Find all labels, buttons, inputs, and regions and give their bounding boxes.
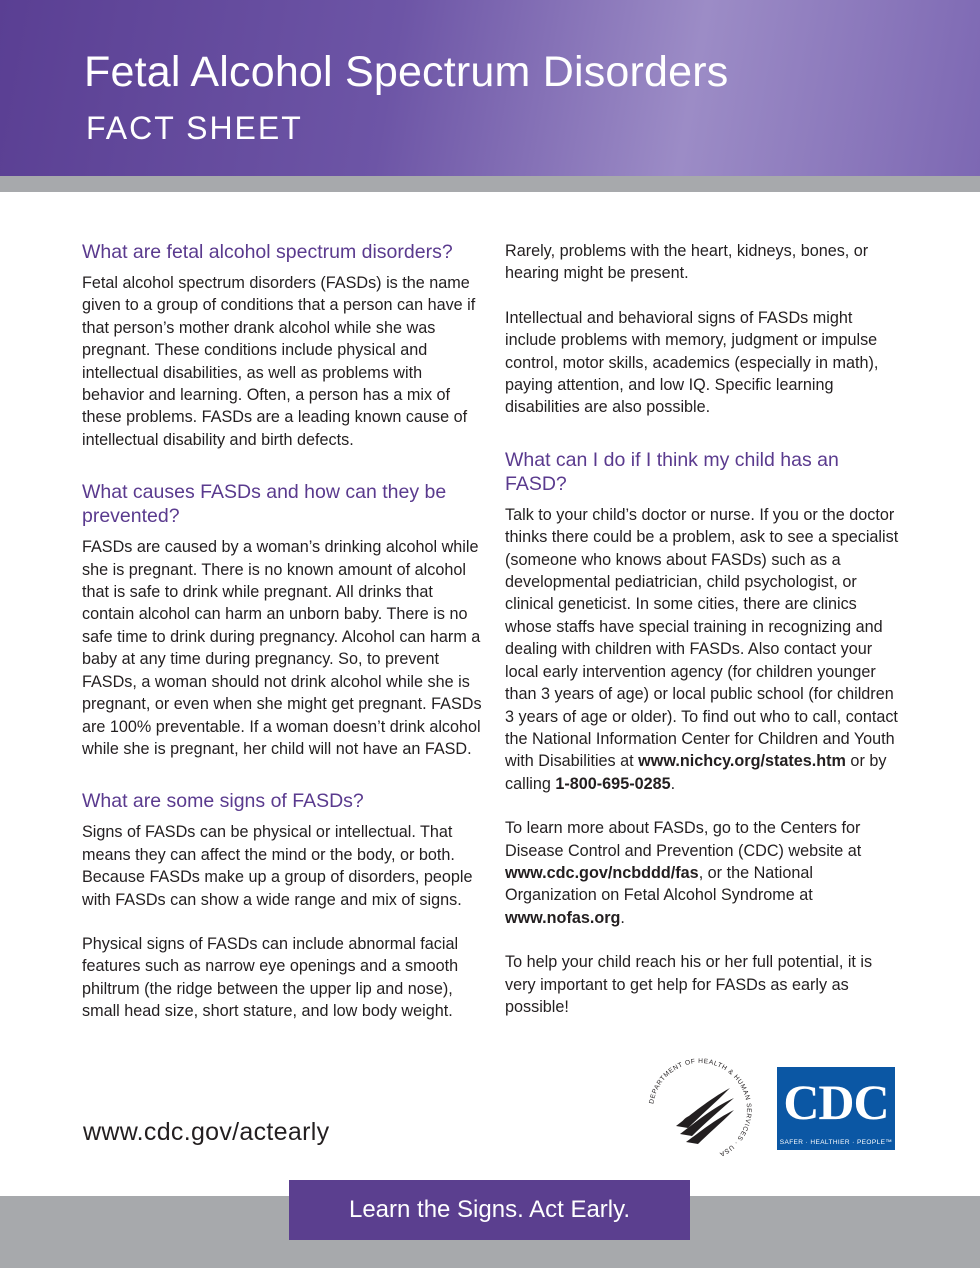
cdc-logo xyxy=(777,1067,895,1150)
footer-tagline: Learn the Signs. Act Early. xyxy=(348,1196,631,1223)
learn-more-text-end: . xyxy=(620,908,625,927)
paragraph-what-can-i-do xyxy=(505,504,900,795)
learn-more-text: To learn more about FASDs, go to the Centers for Disease Control and Prevention (CDC) website at xyxy=(505,819,862,860)
page-title: Fetal Alcohol Spectrum Disorders xyxy=(84,48,729,96)
learn-more-text-mid: , or the National Organization on Fetal Alcohol Syndrome at xyxy=(505,863,813,905)
paragraph-help-early: To help your child reach his or her full potential, it is very important to get help for FASDs as early as possible! xyxy=(505,953,873,1016)
paragraph-what-are-fasds: Fetal alcohol spectrum disorders (FASDs) is the name given to a group of conditions that a person can have if that person’s mother drank alcohol while she was pregnant. These conditions include physical and intellectual disabilities, as well as problems with behavior and learning. Often, a person has a mix of these problems. FASDs are a leading known cause of intellectual disability and birth defects. xyxy=(82,274,476,449)
what-can-i-do-text-mid: or by calling xyxy=(505,752,887,793)
page-subtitle: FACT SHEET xyxy=(86,110,303,146)
right-column xyxy=(505,240,900,1018)
header-banner xyxy=(0,0,980,176)
what-can-i-do-text-end: . xyxy=(670,774,676,793)
nichcy-link[interactable]: www.nichcy.org/states.htm xyxy=(638,752,846,771)
cdc-fas-link[interactable]: www.cdc.gov/ncbddd/fas xyxy=(505,863,699,882)
paragraph-intellectual-signs: Intellectual and behavioral signs of FASDs might include problems with memory, judgment or impulse control, motor skills, academics (especially in math), paying attention, and low IQ. Specific learning disabilities are also possible. xyxy=(505,308,879,417)
hhs-seal-text: DEPARTMENT OF HEALTH & HUMAN SERVICES · USA xyxy=(648,1057,753,1158)
heading-causes-prevention: What causes FASDs and how can they be prevented? xyxy=(82,481,447,528)
what-can-i-do-text: Talk to your child’s doctor or nurse. If you or the doctor thinks there could be a problem, ask to see a specialist (someone who knows about FASDs) such as a developmental pediatrician, child psychologist, or clinical geneticist. In some cities, there are clinics whose staffs have special training in recognizing and dealing with children with FASDs. Also contact your local early intervention agency (for children younger than 3 years of age) or local public school (for children 3 years of age or older). To find out who to call, contact the National Information Center for Children and Youth with Disabilities at xyxy=(505,505,899,771)
paragraph-learn-more xyxy=(505,817,900,929)
heading-signs: What are some signs of FASDs? xyxy=(82,790,364,813)
footer-tagline-band xyxy=(289,1180,690,1240)
heading-what-are-fasds: What are fetal alcohol spectrum disorders? xyxy=(82,241,453,263)
hhs-seal-icon xyxy=(642,1052,758,1168)
eagle-profiles-icon xyxy=(676,1088,734,1144)
cdc-logo-letters: CDC xyxy=(783,1074,889,1130)
paragraph-rare-problems: Rarely, problems with the heart, kidneys, bones, or hearing might be present. xyxy=(505,242,869,283)
left-column xyxy=(82,240,482,1023)
phone-number[interactable]: 1-800-695-0285 xyxy=(555,774,671,793)
header-divider xyxy=(0,176,980,192)
heading-what-can-i-do: What can I do if I think my child has an FASD? xyxy=(505,448,839,495)
act-early-url[interactable]: www.cdc.gov/actearly xyxy=(83,1118,330,1146)
nofas-link[interactable]: www.nofas.org xyxy=(505,908,621,927)
paragraph-causes-prevention: FASDs are caused by a woman’s drinking alcohol while she is pregnant. There is no known amount of alcohol that is safe to drink while pregnant. All drinks that contain alcohol can harm an unborn baby. There is no safe time to drink during pregnancy. Alcohol can harm a baby at any time during pregnancy. So, to prevent FASDs, a woman should not drink alcohol while she is pregnant, or even when she might get pregnant. FASDs are 100% preventable. If a woman doesn’t drink alcohol while she is pregnant, her child will not have an FASD. xyxy=(82,538,482,758)
paragraph-physical-signs: Physical signs of FASDs can include abnormal facial features such as narrow eye openings and a smooth philtrum (the ridge between the upper lip and nose), small head size, short stature, and low body weight. xyxy=(82,934,459,1021)
cdc-logo-tagline: SAFER · HEALTHIER · PEOPLE™ xyxy=(779,1139,893,1146)
paragraph-signs-overview: Signs of FASDs can be physical or intellectual. That means they can affect the mind or the body, or both. Because FASDs make up a group of disorders, people with FASDs can show a wide range and mix of signs. xyxy=(82,823,473,909)
